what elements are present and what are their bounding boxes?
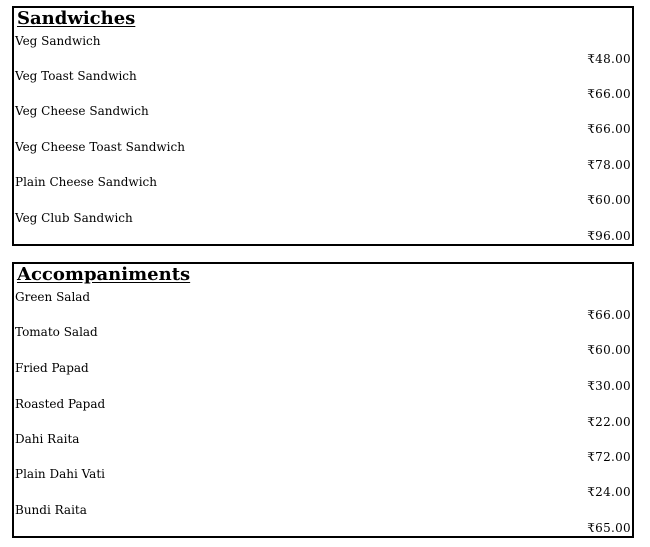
menu-section-sandwiches	[12, 6, 634, 246]
item-price: ₹30.00	[587, 379, 631, 393]
item-name: Veg Cheese Toast Sandwich	[15, 140, 185, 154]
section-title: Sandwiches	[17, 8, 136, 29]
item-name: Veg Toast Sandwich	[15, 69, 137, 83]
menu-item	[14, 467, 632, 503]
menu-item	[14, 175, 632, 211]
menu-item	[14, 140, 632, 176]
item-name: Green Salad	[15, 290, 91, 304]
item-price: ₹24.00	[587, 485, 631, 499]
menu-item	[14, 69, 632, 105]
item-name: Plain Dahi Vati	[15, 467, 105, 481]
item-price: ₹78.00	[587, 158, 631, 172]
menu-item	[14, 211, 632, 247]
item-name: Bundi Raita	[15, 503, 87, 517]
menu-section-accompaniments	[12, 262, 634, 538]
item-price: ₹72.00	[587, 450, 631, 464]
item-name: Veg Cheese Sandwich	[15, 104, 149, 118]
item-name: Dahi Raita	[15, 432, 80, 446]
item-name: Veg Sandwich	[15, 34, 101, 48]
menu-item	[14, 325, 632, 361]
menu-item	[14, 432, 632, 468]
item-price: ₹48.00	[587, 52, 631, 66]
item-price: ₹60.00	[587, 193, 631, 207]
item-price: ₹66.00	[587, 122, 631, 136]
item-price: ₹22.00	[587, 415, 631, 429]
item-name: Tomato Salad	[15, 325, 98, 339]
item-price: ₹96.00	[587, 229, 631, 243]
menu-item	[14, 503, 632, 539]
item-price: ₹66.00	[587, 308, 631, 322]
item-price: ₹60.00	[587, 343, 631, 357]
menu-item	[14, 397, 632, 433]
section-title: Accompaniments	[17, 264, 191, 285]
menu-item	[14, 361, 632, 397]
item-name: Fried Papad	[15, 361, 89, 375]
item-name: Veg Club Sandwich	[15, 211, 133, 225]
menu-item	[14, 104, 632, 140]
item-price: ₹66.00	[587, 87, 631, 101]
menu-item	[14, 34, 632, 70]
menu-item	[14, 290, 632, 326]
item-name: Roasted Papad	[15, 397, 106, 411]
item-name: Plain Cheese Sandwich	[15, 175, 157, 189]
item-price: ₹65.00	[587, 521, 631, 535]
